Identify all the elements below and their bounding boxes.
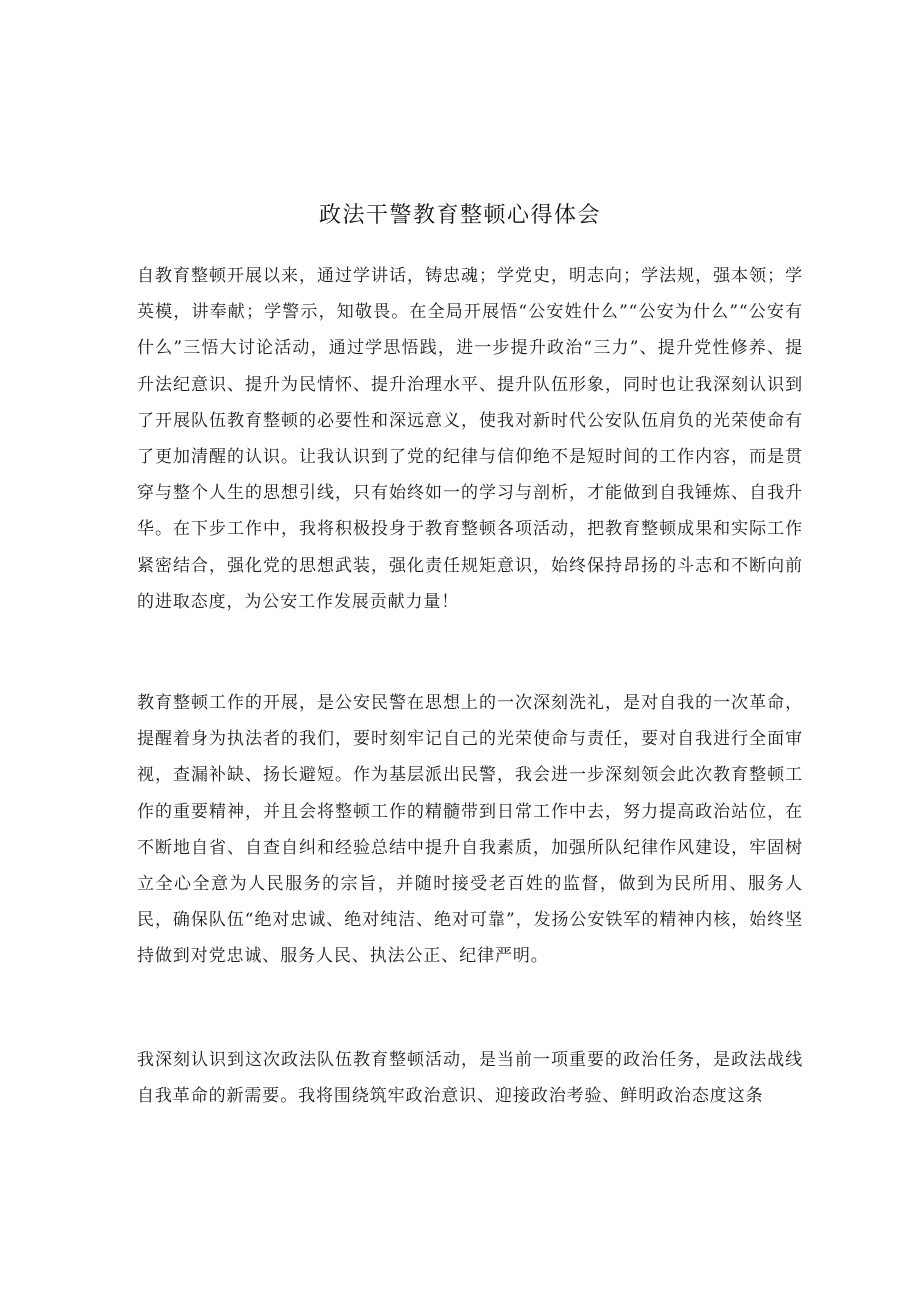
paragraph-3: 我深刻认识到这次政法队伍教育整顿活动，是当前一项重要的政治任务，是政法战线自我革命的新需要。我将围绕筑牢政治意识、迎接政治考验、鲜明政治态度这条: [137, 1050, 803, 1107]
document-title: 政法干警教育整顿心得体会: [318, 203, 601, 228]
paragraph-2: 教育整顿工作的开展，是公安民警在思想上的一次深刻洗礼，是对自我的一次革命，提醒着身为执法者的我们，要时刻牢记自己的光荣使命与责任，要对自我进行全面审视，查漏补缺、扬长避短。作为基层派出民警，我会进一步深刻领会此次教育整顿工作的重要精神，并且会将整顿工作的精髓带到日常工作中去，努力提高政治站位，在不断地自省、自查自纠和经验总结中提升自我素质，加强所队纪律作风建设，牢固树立全心全意为人民服务的宗旨，并随时接受老百姓的监督，做到为民所用、服务人民，确保队伍“绝对忠诚、绝对纯洁、绝对可靠”，发扬公安铁军的精神内核，始终坚持做到对党忠诚、服务人民、执法公正、纪律严明。: [137, 693, 803, 967]
paragraph-1: 自教育整顿开展以来，通过学讲话，铸忠魂；学党史，明志向；学法规，强本领；学英模，讲奉献；学警示，知敬畏。在全局开展悟“公安姓什么”“公安为什么”“公安有什么”三悟大讨论活动，通过学思悟践，进一步提升政治“三力”、提升党性修养、提升法纪意识、提升为民情怀、提升治理水平、提升队伍形象，同时也让我深刻认识到了开展队伍教育整顿的必要性和深远意义，使我对新时代公安队伍肩负的光荣使命有了更加清醒的认识。让我认识到了党的纪律与信仰绝不是短时间的工作内容，而是贯穿与整个人生的思想引线，只有始终如一的学习与剖析，才能做到自我锤炼、自我升华。在下步工作中，我将积极投身于教育整顿各项活动，把教育整顿成果和实际工作紧密结合，强化党的思想武装，强化责任规矩意识，始终保持昂扬的斗志和不断向前的进取态度，为公安工作发展贡献力量！: [137, 266, 803, 612]
